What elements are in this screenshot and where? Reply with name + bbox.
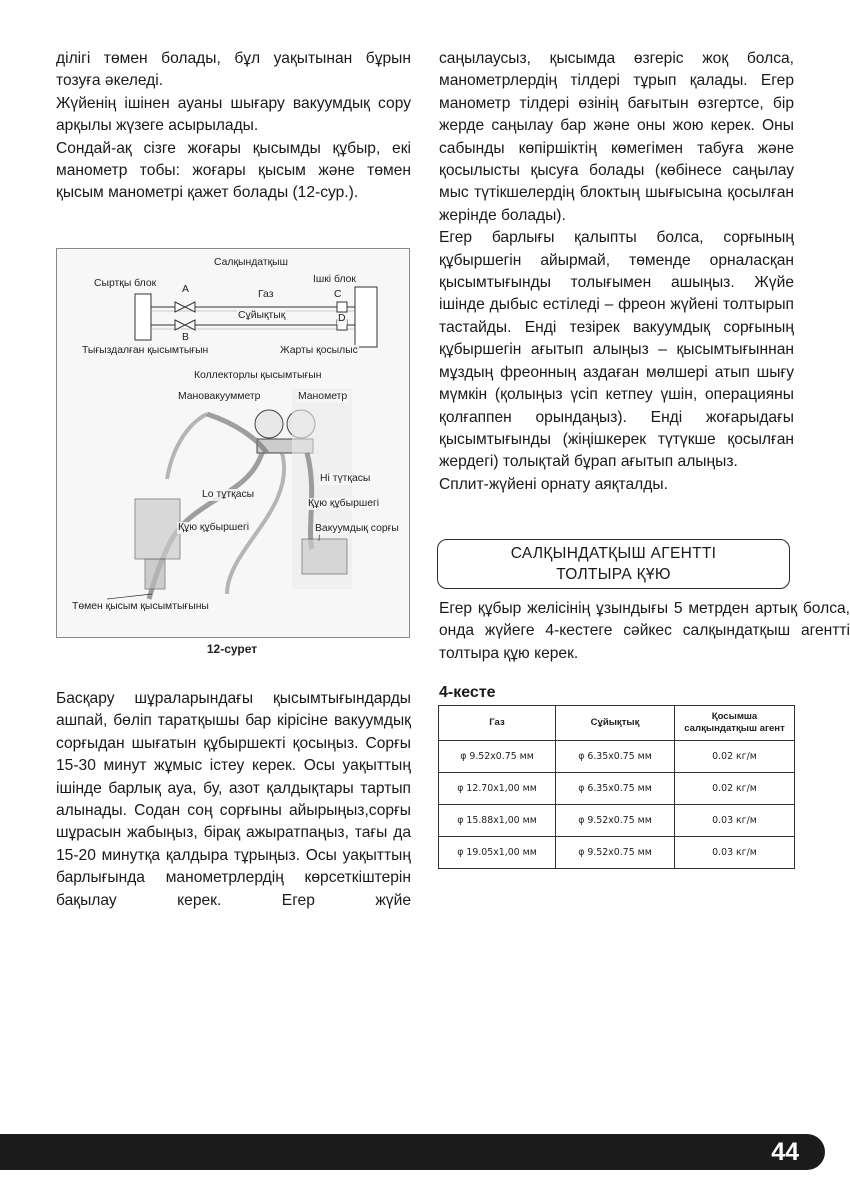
paragraph: Егер құбыр желісінің ұзындығы 5 метрден артық болса, онда жүйеге 4-кестеге сәйкес салқындатқыш агентті толтыра құю керек. [439,600,850,662]
table-row [439,741,795,773]
label-liquid: Сұйықтық [238,310,286,321]
label-hi-hose: Hi түтқасы [320,473,371,484]
table-header: Сұйықтық [556,706,675,741]
left-column-top [56,48,411,205]
label-sealed-valve: Тығыздалған қысымтығын [82,345,209,356]
label-charge-hose-right: Құю құбыршегі [308,498,380,509]
table-cell: 0.03 кг/м [675,837,795,869]
table-cell: φ 12.70x1,00 мм [439,773,556,805]
vacuum-diagram [57,249,409,637]
label-c: C [334,289,342,300]
table-header-row [439,706,795,741]
valve-a [175,302,185,312]
table-row [439,837,795,869]
table-cell: φ 6.35x0.75 мм [556,741,675,773]
label-b: B [182,332,189,343]
table-row [439,805,795,837]
label-d: D [338,313,346,324]
figure-12 [56,248,410,638]
table-cell: φ 9.52x0.75 мм [556,837,675,869]
footer-bar [0,1134,825,1170]
label-manometer: Манометр [298,391,348,402]
paragraph: Басқару шұраларындағы қысымтығындарды ашпай, бөліп таратқышы бар кірісіне вакуумдық сорғыдан шығатын құбыршекті қосыңыз. Сорғы 15-30 минут жұмыс істеу керек. Осы уақыттың ішінде барлық ауа, бу, азот қалдықтары тартып алынады. Содан соң сорғыны айырыңыз,сорғы шұрасын жабыңыз, бірақ ажыратпаңыз, тағы да 15-20 минутқа қалдыра тұрыңыз. Осы уақыттың барлығында манометрлердің көрсеткіштерін бақылау керек. Егер жүйе [56,690,411,909]
label-vacuum-pump: Вакуумдық сорғы [315,523,399,534]
paragraph: Сплит-жүйені орнату аяқталды. [439,475,668,493]
paragraph: Жүйенің ішінен ауаны шығару вакуумдық сору арқылы жүзеге асырылады. [56,94,411,135]
table-cell: φ 9.52x0.75 мм [556,805,675,837]
refrigerant-table [438,705,795,869]
section-heading [437,539,790,589]
label-charge-hose-left: Құю құбыршегі [178,522,250,533]
right-column [439,48,794,496]
paragraph: Сондай-ақ сізге жоғары қысымды құбыр, екі манометр тобы: жоғары қысым және төмен қысым манометрі қажет болады (12-сур.). [56,139,411,202]
section-heading-line1: САЛҚЫНДАТҚЫШ АГЕНТТІ [510,545,717,562]
table-cell: φ 9.52x0.75 мм [439,741,556,773]
table-cell: 0.03 кг/м [675,805,795,837]
valve-b [175,320,185,330]
flare-c [337,302,347,312]
paragraph: ділігі төмен болады, бұл уақытынан бұрын тозуға әкеледі. [56,50,411,90]
label-gas: Газ [258,289,274,300]
label-a: A [182,284,189,295]
indoor-unit-box [355,287,377,347]
paragraph: саңылаусыз, қысымда өзгеріс жоқ болса, манометрлердің тілдері тұрып қалады. Егер манометр тілдері өзінің бағытын өзгертсе, бір жерде саңылау бар және оны жою керек. Оны сабынды көпіршіктің көмегімен табуға және қосылысты қысуға болады (көбінесе саңылау мыс түтікшелердің блоктың шығысына қосылған жерінде болады). [439,50,794,224]
after-heading-text [439,598,850,665]
label-indoor-unit: Ішкі блок [313,274,356,285]
label-refrigerant: Салқындатқыш [214,257,288,268]
outdoor-unit-box [135,294,151,340]
section-heading-line2: ТОЛТЫРА ҚҰЮ [556,566,671,583]
label-manifold-valve: Коллекторлы қысымтығын [194,370,322,381]
manovacuummeter-gauge [255,410,283,438]
table-cell: φ 15.88x1,00 мм [439,805,556,837]
table-cell: φ 6.35x0.75 мм [556,773,675,805]
label-lo-hose: Lo тұтқасы [202,489,255,500]
vacuum-pump-body [302,539,347,574]
figure-caption: 12-сурет [206,642,258,656]
label-outdoor-unit: Сыртқы блок [94,278,157,289]
table-cell: 0.02 кг/м [675,741,795,773]
left-column-bottom [56,688,411,912]
table-header: Қосымша салқындатқыш агент [675,706,795,741]
table-row [439,773,795,805]
label-manovacuummeter: Мановакуумметр [178,391,261,402]
table-cell: 0.02 кг/м [675,773,795,805]
label-flare-nut: Жарты қосылыс [280,345,358,356]
table-title: 4-кесте [439,684,496,701]
low-pressure-valve-body [135,499,180,559]
paragraph: Егер барлығы қалыпты болса, сорғының құбыршегін айырмай, төменде орналасқан қысымтығынды толығымен ашыңыз. Жүйе ішінде дыбыс естіледі – фреон жүйені толтырып тастайды. Енді тезірек вакуумдық сорғының құбыршегін ағытып алыңыз – қысымтығыннан мұздың фреонның аздаған мөлшері атып шығу мүмкін (қолыңыз үсіп кетпеу үшін, операцияны қолғаппен орындаңыз). Енді жоғарыдағы қысымтығынды (жіңішкерек түтүкше қосылған жердегі) толықтай бұрап ағытып алыңыз. [439,229,794,471]
label-low-pressure-valve: Төмен қысым қысымтығыны [72,601,209,612]
page-number: 44 [771,1138,799,1166]
table-header: Газ [439,706,556,741]
table-cell: φ 19.05x1,00 мм [439,837,556,869]
